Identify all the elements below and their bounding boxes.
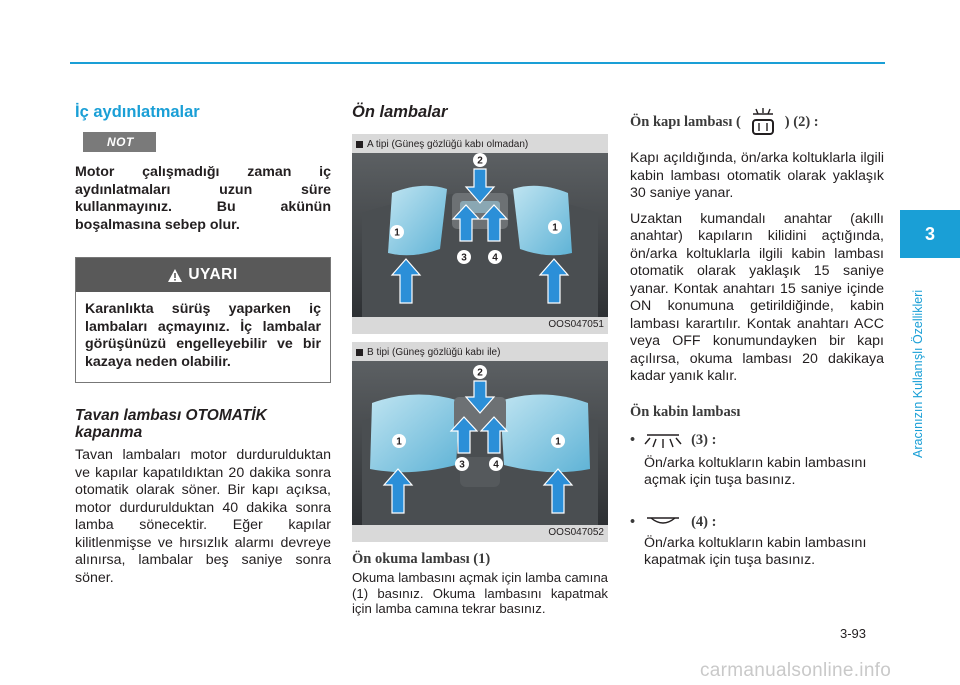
chapter-tab: 3 [900, 210, 960, 258]
note-badge: NOT [83, 132, 156, 152]
cabin-off-label: (4) : [691, 513, 717, 530]
cabin-on-text: Ön/arka koltukların kabin lambasını açmak için tuşa basınız. [644, 454, 867, 488]
door-lamp-title-post: ) (2) : [784, 113, 819, 130]
door-lamp-text-2: Uzaktan kumandalı anahtar (akıllı anahtar) kapıların kilidini açtığında, ön/arka koltuklarla ilgili kabin lambası otomatik olarak yaklaşık 15 saniye yanar. Kontak anahtarı 15 saniye içinde ON konumuna getirildiğinde, kabin lambası karartılır. Kontak anahtarı ACC veya OFF konumundayken bir kapı açılırsa, okuma lambası 20 dakikaya kadar yanık kalır. [630, 210, 884, 384]
callout-1-left: 1 [394, 227, 400, 239]
section-title: İç aydınlatmalar [75, 103, 200, 121]
square-bullet-icon [356, 349, 363, 356]
figure-caption-text: B tipi (Güneş gözlüğü kabı ile) [367, 346, 501, 358]
cabin-lamp-title: Ön kabin lambası [630, 403, 741, 420]
lens-left [388, 186, 447, 255]
chapter-side-label [908, 268, 930, 458]
callout-3: 3 [461, 252, 467, 264]
lens-right [500, 394, 590, 472]
figure-code: OOS047052 [548, 527, 604, 538]
note-text: Motor çalışmadığı zaman iç aydınlatmaları uzun süre kullanmayınız. Bu akünün boşalmasına sebep olur. [75, 164, 331, 233]
reading-lamp-title: Ön okuma lambası (1) [352, 551, 491, 567]
figure-caption [352, 134, 608, 153]
warning-title: UYARI [188, 266, 238, 283]
bullet: • [630, 432, 636, 448]
chapter-side-label-text: Aracınızın Kullanışlı Özellikleri [911, 289, 925, 458]
figure-caption [352, 342, 608, 361]
callout-2: 2 [477, 367, 483, 379]
callout-4: 4 [493, 459, 499, 471]
cabin-on-label: (3) : [691, 432, 717, 448]
door-lamp-text-1: Kapı açıldığında, ön/arka koltuklarla ilgili kabin lambası otomatik olarak yaklaşık 30 saniye yanar. [630, 150, 884, 201]
door-lamp-title-pre: Ön kapı lambası ( [630, 113, 741, 130]
callout-4: 4 [492, 252, 498, 264]
square-bullet-icon [356, 141, 363, 148]
auto-off-text: Tavan lambaları motor durdurulduktan ve kapılar kapatıldıktan 20 dakika sonra otomatik olarak söner. Bir kapı açıksa, motor durdurulduktan 40 dakika sonra lamba sönecektir. Eğer kapılar kilitlenmişse ve hırsızlık alarmı devreye alınırsa, lambalar beş saniye sonra söner. [75, 447, 331, 586]
lens-left [370, 394, 460, 472]
column-interior-lighting [75, 100, 331, 587]
light-off-icon [643, 514, 683, 530]
light-on-icon [643, 431, 683, 451]
bullet: • [630, 513, 636, 530]
figure-image-a [352, 153, 608, 317]
figure-code: OOS047051 [548, 319, 604, 330]
door-lamp-icon [745, 106, 781, 138]
door-lamp-title [630, 106, 884, 138]
cabin-off-item [630, 514, 884, 531]
figure-type-b [352, 342, 608, 542]
callout-2: 2 [477, 155, 483, 167]
section-title: Ön lambalar [352, 103, 448, 121]
warning-triangle-icon [168, 269, 182, 282]
callout-1-right: 1 [555, 436, 561, 448]
page-number: 3-93 [840, 626, 867, 641]
column-door-cabin-lamps [630, 100, 884, 570]
column-front-lamps [352, 100, 608, 617]
header-rule [70, 62, 885, 64]
figure-caption-text: A tipi (Güneş gözlüğü kabı olmadan) [367, 138, 529, 150]
warning-header [76, 258, 330, 292]
callout-3: 3 [459, 459, 465, 471]
cabin-off-text: Ön/arka koltukların kabin lambasını kapatmak için tuşa basınız. [644, 534, 867, 568]
warning-box [75, 257, 331, 383]
cabin-on-item [630, 431, 884, 451]
lens-right [513, 186, 572, 255]
subsection-title: Tavan lambası OTOMATİK kapanma [75, 407, 267, 441]
callout-1-left: 1 [396, 436, 402, 448]
reading-lamp-text: Okuma lambasını açmak için lamba camına (1) basınız. Okuma lambasını kapatmak için lamba camına tekrar basınız. [352, 570, 608, 616]
warning-text: Karanlıkta sürüş yaparken iç lambaları açmayınız. İç lambalar görüşünüzü engelleyebilir ve bir kazaya neden olabilir. [85, 301, 321, 370]
figure-type-a [352, 134, 608, 334]
callout-1-right: 1 [552, 222, 558, 234]
footer-watermark: carmanualsonline.info [700, 660, 892, 681]
figure-image-b [352, 361, 608, 525]
